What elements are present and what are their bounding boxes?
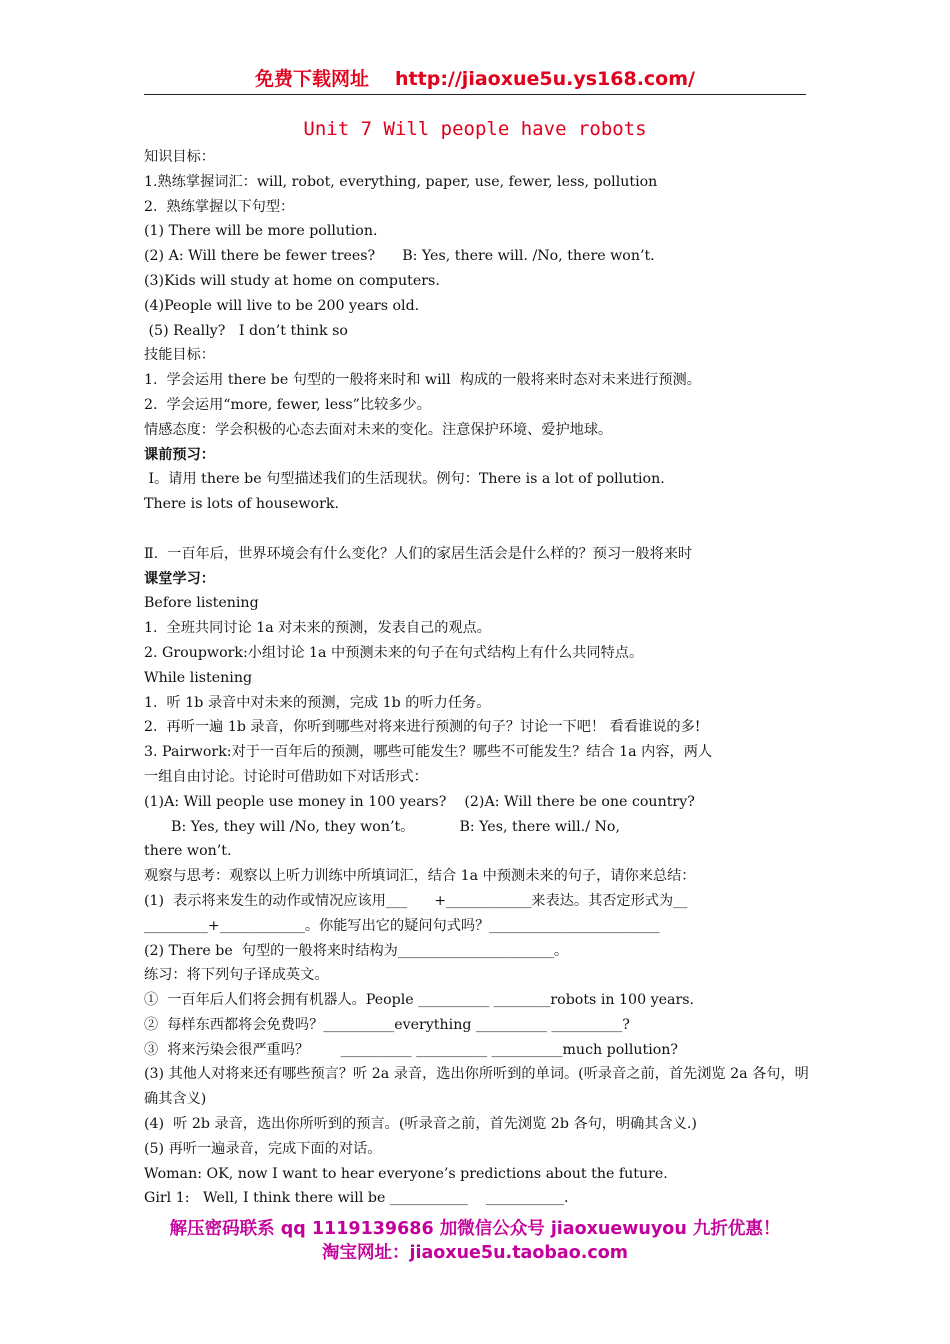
text-line: 课前预习： (144, 446, 215, 463)
text-line: Woman: OK, now I want to hear everyone’s predictions about the future. (144, 1165, 668, 1182)
text-line: Before listening (144, 595, 259, 612)
text-line (144, 517, 809, 542)
text-line: (5) 再听一遍录音，完成下面的对话。 (144, 1140, 382, 1157)
text-line: (1) There will be more pollution. (144, 223, 378, 240)
text-line: 1.熟练掌握词汇：will, robot, everything, paper, use, fewer, less, pollution (144, 173, 658, 190)
text-line: 一组自由讨论。讨论时可借助如下对话形式： (144, 768, 428, 785)
text-line: (1) 表示将来发生的动作或情况应该用___ +____________来表达。其否定形式为__ (144, 892, 688, 909)
site-header (0, 64, 950, 91)
text-line: 3. Pairwork:对于一百年后的预测，哪些可能发生？哪些不可能发生？结合 1a 内容，两人 (144, 744, 713, 761)
text-line: there won’t. (144, 843, 232, 860)
text-line: _________+____________。你能写出它的疑问句式吗？________________________ (144, 917, 660, 934)
page-title: Unit 7 Will people have robots (303, 118, 647, 140)
text-line: (1)A: Will people use money in 100 years? (2)A: Will there be one country? (144, 793, 695, 810)
text-line: (2) There be 句型的一般将来时结构为______________________。 (144, 942, 569, 959)
text-line: Girl 1: Well, I think there will be ___________ ___________. (144, 1190, 569, 1207)
text-line: (4)People will live to be 200 years old. (144, 297, 420, 314)
text-line: 1. 学会运用 there be 句型的一般将来时和 will 构成的一般将来时态对未来进行预测。 (144, 372, 701, 389)
text-line: ③ 将来污染会很严重吗？ __________ __________ __________much pollution? (144, 1041, 679, 1058)
text-line: (4) 听 2b 录音，选出你所听到的预言。(听录音之前，首先浏览 2b 各句，明确其含义.) (144, 1116, 697, 1133)
text-line: Ⅱ. 一百年后，世界环境会有什么变化？人们的家居生活会是什么样的？预习一般将来时 (144, 545, 693, 562)
header-label: 免费下载网址 (255, 68, 370, 90)
footer-contact: 解压密码联系 qq 1119139686 加微信公众号 jiaoxuewuyou 九折优惠！ (169, 1219, 781, 1239)
site-footer (0, 1217, 950, 1265)
text-line: (2) A: Will there be fewer trees? B: Yes, there will. /No, there won’t. (144, 248, 655, 265)
text-line: 观察与思考：观察以上听力训练中所填词汇，结合 1a 中预测未来的句子，请你来总结： (144, 868, 696, 885)
text-line: 1. 全班共同讨论 1a 对未来的预测，发表自己的观点。 (144, 620, 491, 637)
text-line: While listening (144, 669, 253, 686)
document-body (144, 145, 809, 1211)
text-line: 2. 熟练掌握以下句型： (144, 198, 295, 215)
text-line: 2. Groupwork:小组讨论 1a 中预测未来的句子在句式结构上有什么共同特点。 (144, 644, 644, 661)
text-line: 1. 听 1b 录音中对未来的预测，完成 1b 的听力任务。 (144, 694, 491, 711)
header-divider (144, 94, 806, 95)
text-line: 课堂学习： (144, 570, 215, 587)
text-line: 2. 学会运用“more, fewer, less”比较多少。 (144, 396, 431, 413)
text-line: Ⅰ。请用 there be 句型描述我们的生活现状。例句：There is a lot of pollution. (144, 471, 665, 488)
text-line: (3)Kids will study at home on computers. (144, 272, 440, 289)
text-line: (3) 其他人对将来还有哪些预言？听 2a 录音，选出你所听到的单词。(听录音之前，首先浏览 2a 各句，明确其含义) (144, 1066, 809, 1108)
text-line: 知识目标： (144, 149, 215, 165)
text-line: 练习：将下列句子译成英文。 (144, 967, 329, 984)
footer-shop-link[interactable]: 淘宝网址：jiaoxue5u.taobao.com (321, 1243, 629, 1263)
text-line: B: Yes, they will /No, they won’t。 B: Yes, there will./ No, (144, 818, 620, 835)
text-line: There is lots of housework. (144, 496, 339, 513)
text-line: (5) Really? I don’t think so (144, 322, 348, 339)
header-url-link[interactable]: http://jiaoxue5u.ys168.com/ (395, 68, 695, 90)
text-line: ① 一百年后人们将会拥有机器人。People __________ ________robots in 100 years. (144, 992, 695, 1009)
text-line: ② 每样东西都将会免费吗？__________everything __________ __________? (144, 1016, 630, 1033)
text-line: 2. 再听一遍 1b 录音，你听到哪些对将来进行预测的句子？讨论一下吧！ 看看谁说的多! (144, 719, 701, 736)
text-line: 情感态度：学会积极的心态去面对未来的变化。注意保护环境、爱护地球。 (144, 421, 613, 438)
text-line: 技能目标： (144, 347, 215, 364)
